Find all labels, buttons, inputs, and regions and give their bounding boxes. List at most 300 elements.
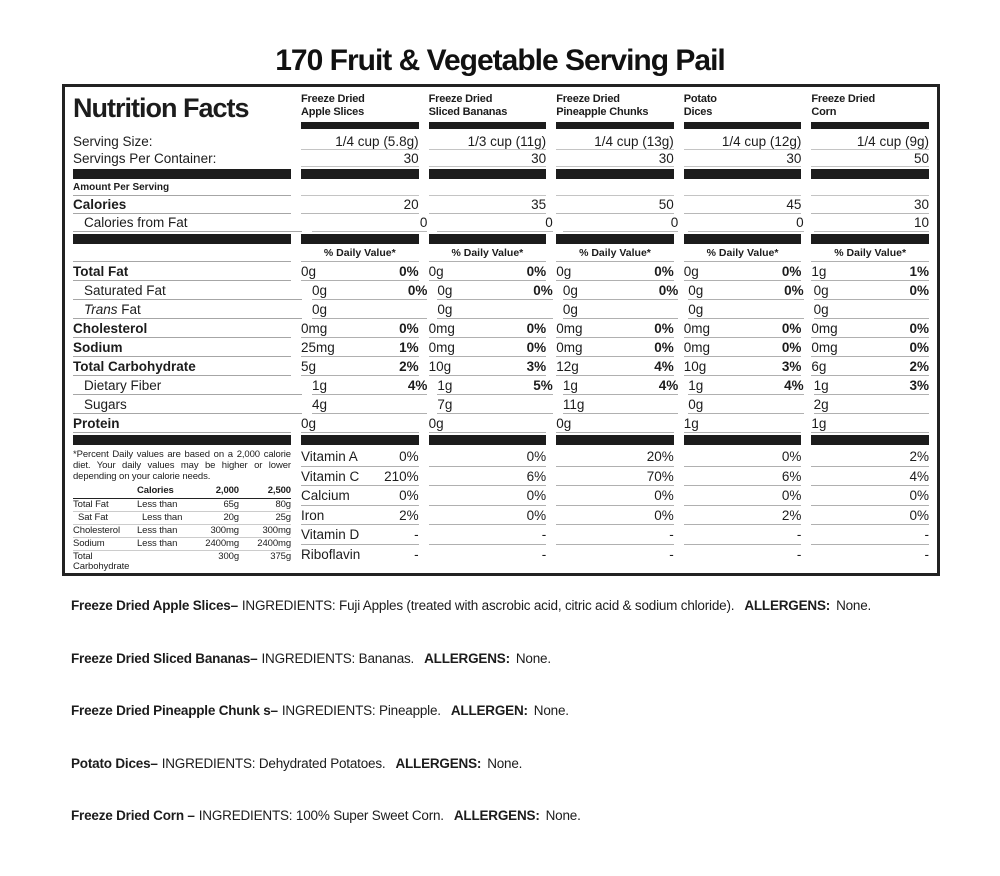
nutrient-cell	[563, 281, 678, 300]
product-name-line1: Freeze Dried	[811, 93, 876, 105]
vitamin-row	[301, 525, 929, 545]
nutrient-cell	[429, 338, 547, 357]
ingredient-line	[71, 703, 961, 718]
ingredient-text: INGREDIENTS: Bananas.	[261, 650, 415, 666]
nutrient-row	[73, 281, 929, 300]
vitamins-and-footnote	[73, 447, 929, 576]
vitamin-cell: 20%	[556, 447, 674, 467]
vitamin-label: Vitamin D	[301, 527, 360, 542]
vitamin-cell: 6%	[429, 467, 547, 487]
vitamin-label: Vitamin A	[301, 449, 358, 464]
product-header-0	[301, 93, 419, 129]
product-name	[301, 93, 419, 120]
nutrient-label: Sodium	[73, 338, 291, 357]
header-black-bar	[811, 122, 929, 129]
black-bar	[811, 435, 929, 445]
nutrient-label-italic: Trans	[84, 302, 118, 317]
product-name-line2: Pineapple Chunks	[556, 106, 649, 118]
nutrient-cell	[556, 262, 674, 281]
black-bar	[73, 234, 291, 244]
ingredient-text: INGREDIENTS: Dehydrated Potatoes.	[161, 755, 386, 771]
nutrient-amount: 10g	[683, 359, 707, 374]
black-bar	[301, 169, 419, 179]
nutrient-amount: 0g	[556, 264, 572, 279]
ingredient-product-name: Potato Dices–	[71, 755, 158, 771]
nutrient-row	[73, 414, 929, 433]
nutrient-amount: 0mg	[556, 321, 583, 336]
nutrient-percent: 2%	[399, 359, 419, 374]
nutrient-percent: 0%	[533, 283, 553, 298]
nutrient-cell	[312, 376, 427, 395]
footnote-row-2500-value	[239, 575, 291, 576]
calories-row-value: 50	[556, 196, 674, 214]
nutrient-cell	[429, 414, 547, 433]
vitamin-cell: 0%	[556, 486, 674, 506]
nutrient-amount: 1g	[312, 378, 328, 393]
black-bar	[73, 435, 291, 445]
nutrient-cell	[556, 357, 674, 376]
black-bar	[684, 234, 802, 244]
ingredient-product-name: Freeze Dried Sliced Bananas–	[71, 650, 258, 666]
nutrient-amount: 6g	[811, 359, 827, 374]
footnote-table-row	[73, 512, 291, 525]
vitamin-cell: 0%	[684, 447, 802, 467]
nutrient-label: Sugars	[73, 395, 302, 414]
nutrient-percent: 0%	[909, 321, 929, 336]
nutrient-percent: 0%	[909, 283, 930, 298]
footnote-row-label	[73, 575, 142, 576]
ingredient-product-name: Freeze Dried Corn –	[71, 808, 195, 823]
nutrient-cell	[684, 338, 802, 357]
daily-value-header-row-label	[73, 246, 291, 262]
nutrient-percent: 0%	[399, 321, 419, 336]
vitamin-label: Calcium	[301, 488, 350, 503]
black-bar	[811, 169, 929, 179]
header-black-bar	[429, 122, 547, 129]
allergen-label: ALLERGEN:	[450, 703, 528, 718]
nutrient-cell	[312, 300, 427, 319]
nutrient-amount: 0g	[562, 302, 578, 317]
servings-per-container-row-value: 50	[811, 150, 929, 167]
nutrient-amount: 25mg	[301, 340, 335, 355]
nutrient-cell	[814, 395, 929, 414]
page-title: 170 Fruit & Vegetable Serving Pail	[275, 44, 725, 77]
nutrient-cell	[688, 300, 803, 319]
nutrient-amount: 1g	[688, 378, 704, 393]
nutrient-cell	[563, 376, 678, 395]
nutrient-cell	[301, 338, 419, 357]
nutrition-label	[62, 84, 940, 576]
black-bar	[73, 169, 291, 179]
nutrient-amount: 0g	[556, 416, 572, 431]
amount-per-serving-row-label: Amount Per Serving	[73, 181, 291, 196]
nutrient-amount: 1g	[562, 378, 578, 393]
nutrient-cell	[684, 262, 802, 281]
calories-row-value: 45	[684, 196, 802, 214]
nutrient-percent: 3%	[781, 359, 802, 374]
vitamin-row	[301, 506, 929, 526]
nutrient-percent: 3%	[526, 359, 547, 374]
nutrition-facts-heading: Nutrition Facts	[73, 93, 249, 123]
nutrient-amount: 0g	[813, 283, 829, 298]
vitamin-cell: 0%	[811, 486, 929, 506]
footnote-row-qualifier: Less than	[137, 537, 178, 549]
nutrient-row	[73, 319, 929, 338]
vitamin-value: -	[414, 546, 419, 562]
vitamins-grid	[301, 447, 929, 564]
servings-per-container-row	[73, 150, 929, 167]
nutrient-cell	[811, 357, 929, 376]
nutrient-amount: 0mg	[428, 321, 455, 336]
amount-per-serving-row-value	[811, 181, 929, 196]
footnote-header-2500: 2,500	[267, 485, 291, 496]
nutrient-cell	[429, 262, 547, 281]
daily-value-header-row	[73, 246, 929, 262]
ingredient-line	[71, 598, 961, 613]
nutrient-cell	[556, 338, 674, 357]
footnote-row-2000-value: 20g	[223, 511, 239, 523]
ingredient-line	[71, 808, 961, 823]
black-bar	[429, 169, 547, 179]
footnote-row-label: Total Carbohydrate	[73, 550, 130, 572]
product-name-line1: Freeze Dried	[556, 93, 620, 105]
nutrient-row	[73, 395, 929, 414]
vitamin-cell: 0%	[811, 506, 929, 526]
vitamin-cell: -	[684, 525, 802, 545]
product-header-2	[556, 93, 674, 129]
vitamin-cell: -	[556, 525, 674, 545]
nutrient-cell	[437, 395, 552, 414]
vitamin-value: 210%	[384, 468, 419, 484]
footnote-row-2500-value: 300mg	[262, 524, 291, 536]
nutrient-cell	[556, 414, 674, 433]
nutrient-percent: 0%	[781, 264, 802, 279]
nutrient-amount: 1g	[437, 378, 453, 393]
nutrient-amount: 0g	[301, 416, 317, 431]
nutrient-cell	[811, 319, 929, 338]
product-name	[429, 93, 547, 120]
ingredient-product-name: Freeze Dried Pineapple Chunk s–	[71, 703, 278, 718]
ingredient-text: INGREDIENTS: Pineapple.	[281, 703, 441, 718]
nutrient-cell	[684, 319, 802, 338]
footnote-row-qualifier: Less than	[137, 498, 178, 510]
footnote-table-row	[73, 551, 291, 575]
vitamin-cell: -	[669, 546, 674, 562]
nutrient-cell	[437, 281, 552, 300]
vitamin-row	[301, 467, 929, 487]
nutrient-percent: 1%	[399, 340, 419, 355]
nutrient-label: Cholesterol	[73, 319, 291, 338]
black-bar	[556, 234, 674, 244]
product-name-line1: Freeze Dried	[301, 93, 365, 105]
calories-from-fat-row-value: 0	[437, 214, 552, 232]
nutrient-amount: 0g	[301, 264, 317, 279]
nutrient-percent: 0%	[654, 264, 674, 279]
calories-from-fat-row-value: 0	[563, 214, 678, 232]
black-bar-row	[73, 169, 929, 179]
vitamin-cell	[301, 447, 419, 467]
nutrient-amount: 1g	[811, 416, 827, 431]
nutrient-row	[73, 376, 929, 395]
footnote-row-label: Sat Fat	[78, 511, 108, 523]
amount-per-serving-row-value	[556, 181, 674, 196]
footnote-table-row	[73, 574, 291, 576]
nutrient-label: Total Carbohydrate	[73, 357, 291, 376]
amount-per-serving-row-value	[429, 181, 547, 196]
product-name-line1: Freeze Dried	[428, 93, 493, 105]
vitamin-cell: -	[796, 546, 802, 562]
footnote-table-row	[73, 525, 291, 538]
nutrient-percent: 0%	[654, 340, 674, 355]
black-bar	[429, 435, 547, 445]
nutrient-percent: 2%	[909, 359, 929, 374]
nutrient-label: Trans Fat	[73, 300, 302, 319]
nutrient-amount: 0g	[562, 283, 578, 298]
nutrient-label: Total Fat	[73, 262, 291, 281]
nutrient-cell	[301, 414, 419, 433]
footnote-header-2000: 2,000	[215, 485, 239, 496]
nutrient-amount: 0mg	[683, 340, 711, 355]
footnote-row-label: Cholesterol	[73, 524, 120, 536]
nutrient-cell	[684, 414, 802, 433]
product-header-4	[811, 93, 929, 129]
vitamin-cell: -	[924, 546, 929, 562]
footnote-row-qualifier	[142, 575, 198, 576]
nutrient-percent: 0%	[781, 321, 802, 336]
footnote-row-qualifier	[137, 552, 193, 573]
header-black-bar	[556, 122, 674, 129]
footnote-table-row	[73, 538, 291, 551]
nutrient-amount: 0mg	[428, 340, 455, 355]
daily-value-header-row-value: % Daily Value*	[811, 246, 929, 262]
nutrient-percent: 0%	[407, 283, 428, 298]
nutrient-amount: 0g	[437, 302, 453, 317]
nutrient-percent: 1%	[909, 264, 929, 279]
servings-per-container-row-value: 30	[684, 150, 802, 167]
nutrient-cell	[301, 319, 419, 338]
vitamin-cell: 0%	[429, 486, 547, 506]
servings-per-container-row-value: 30	[301, 150, 419, 167]
vitamin-cell: 70%	[556, 467, 674, 487]
vitamin-cell: 0%	[429, 506, 547, 526]
vitamin-label: Vitamin C	[301, 468, 360, 484]
allergen-value: None.	[533, 703, 569, 718]
nutrient-amount: 4g	[312, 397, 328, 412]
amount-per-serving-row-value	[301, 181, 419, 196]
nutrient-amount: 0g	[312, 302, 328, 317]
nutrient-row	[73, 262, 929, 281]
vitamin-value: 2%	[399, 507, 419, 523]
ingredient-line	[71, 756, 961, 771]
nutrient-amount: 11g	[562, 397, 585, 412]
vitamin-row	[301, 486, 929, 506]
vitamin-cell: -	[541, 546, 547, 562]
footnote-box	[73, 447, 291, 576]
allergen-label: ALLERGENS:	[453, 808, 540, 823]
nutrient-percent: 4%	[407, 378, 428, 393]
footnote-row-2000-value	[198, 575, 239, 576]
footnote-row-label: Sodium	[73, 537, 105, 549]
vitamin-cell: 0%	[556, 506, 674, 526]
vitamin-cell: 2%	[684, 506, 802, 526]
nutrient-amount: 0mg	[811, 340, 838, 355]
vitamin-cell: 0%	[684, 486, 802, 506]
nutrient-row	[73, 300, 929, 319]
nutrient-percent: 0%	[784, 283, 804, 298]
nutrient-cell	[688, 281, 803, 300]
nutrient-cell	[301, 262, 419, 281]
black-bar	[811, 234, 929, 244]
nutrient-cell	[429, 357, 547, 376]
calories-row-label: Calories	[73, 196, 291, 214]
nutrient-percent: 0%	[526, 264, 547, 279]
nutrient-amount: 0g	[428, 264, 444, 279]
label-header-row	[73, 93, 929, 129]
nutrient-cell	[312, 281, 427, 300]
product-name	[684, 93, 802, 120]
amount-per-serving-row-value	[684, 181, 802, 196]
calories-row-value: 35	[429, 196, 547, 214]
ingredients-section	[71, 598, 961, 861]
nutrient-percent: 0%	[658, 283, 679, 298]
nutrient-amount: 5g	[301, 359, 317, 374]
black-bar	[429, 234, 547, 244]
ingredient-line	[71, 651, 961, 666]
vitamin-cell	[301, 467, 419, 487]
footnote-row-qualifier: Less than	[142, 511, 183, 523]
calories-from-fat-row-value: 10	[814, 214, 929, 232]
nutrient-percent: 0%	[526, 321, 547, 336]
vitamin-value: 0%	[399, 449, 419, 464]
nutrient-cell	[811, 338, 929, 357]
vitamin-cell: -	[811, 525, 929, 545]
product-name-line2: Dices	[683, 106, 713, 118]
nutrient-cell	[814, 376, 929, 395]
black-bar	[556, 169, 674, 179]
daily-value-header-row-value: % Daily Value*	[301, 246, 419, 262]
daily-value-header-row-value: % Daily Value*	[684, 246, 802, 262]
nutrient-percent: 5%	[533, 378, 553, 393]
calories-from-fat-row-value: 0	[312, 214, 427, 232]
vitamin-label: Riboflavin	[301, 546, 361, 562]
footnote-row-2000-value: 300g	[218, 550, 239, 562]
vitamin-cell: 2%	[811, 447, 929, 467]
serving-size-row-value: 1/4 cup (12g)	[684, 133, 802, 150]
header-black-bar	[301, 122, 419, 129]
nutrient-row	[73, 357, 929, 376]
nutrient-amount: 7g	[437, 397, 453, 412]
footnote-text: *Percent Daily values are based on a 2,000 calorie diet. Your daily values may be higher or lower depending on your calorie needs.	[73, 449, 291, 482]
nutrient-cell	[814, 300, 929, 319]
footnote-row-2500-value: 2400mg	[257, 537, 291, 549]
nutrient-amount: 0mg	[556, 340, 583, 355]
allergen-label: ALLERGENS:	[744, 598, 831, 613]
nutrient-cell	[684, 357, 802, 376]
nutrient-cell	[688, 376, 803, 395]
amount-per-serving-row	[73, 181, 929, 196]
nutrient-amount: 0g	[688, 283, 704, 298]
nutrient-amount: 0mg	[301, 321, 328, 336]
vitamin-cell: -	[429, 525, 547, 545]
nutrient-amount: 1g	[813, 378, 829, 393]
nutrient-amount: 0g	[813, 302, 829, 317]
nutrient-row	[73, 338, 929, 357]
nutrient-amount: 0g	[688, 397, 704, 412]
servings-per-container-row-label: Servings Per Container:	[73, 151, 217, 166]
nutrient-percent: 0%	[654, 321, 674, 336]
nutrient-label: Dietary Fiber	[73, 376, 302, 395]
nutrient-cell	[312, 395, 427, 414]
daily-value-header-row-value: % Daily Value*	[556, 246, 674, 262]
black-bar-row	[73, 234, 929, 244]
vitamin-label: Iron	[301, 507, 325, 523]
vitamin-cell: 0%	[429, 447, 547, 467]
nutrient-amount: 12g	[556, 359, 579, 374]
nutrient-cell	[814, 281, 929, 300]
nutrient-percent: 4%	[658, 378, 679, 393]
nutrient-percent: 3%	[909, 378, 930, 393]
product-name	[811, 93, 929, 120]
nutrient-cell	[437, 300, 552, 319]
nutrient-cell	[563, 395, 678, 414]
product-name-line2: Sliced Bananas	[428, 106, 508, 118]
nutrient-percent: 4%	[784, 378, 804, 393]
calories-from-fat-row-label: Calories from Fat	[73, 214, 302, 232]
black-bar-row	[73, 435, 929, 445]
product-name-line2: Apple Slices	[301, 106, 365, 118]
nutrient-amount: 0g	[688, 302, 704, 317]
vitamin-row	[301, 447, 929, 467]
nutrient-percent: 4%	[654, 359, 674, 374]
daily-value-header-row-value: % Daily Value*	[429, 246, 547, 262]
ingredient-text: INGREDIENTS: Fuji Apples (treated with ascrobic acid, citric acid & sodium chloride).	[241, 598, 735, 613]
nutrient-amount: 0g	[437, 283, 453, 298]
footnote-table-header	[73, 486, 291, 499]
nutrient-cell	[811, 414, 929, 433]
calories-row-value: 20	[301, 196, 419, 214]
vitamin-cell: 4%	[811, 467, 929, 487]
nutrient-amount: 0mg	[683, 321, 711, 336]
serving-size-row-value: 1/4 cup (13g)	[556, 133, 674, 150]
allergen-value: None.	[487, 755, 523, 771]
footnote-table-body	[73, 499, 291, 577]
footnote-header-spacer	[73, 486, 137, 497]
nutrient-cell	[556, 319, 674, 338]
nutrient-cell	[301, 357, 419, 376]
allergen-value: None.	[545, 808, 581, 823]
serving-size-row	[73, 133, 929, 150]
nutrient-cell	[437, 376, 552, 395]
black-bar	[684, 435, 802, 445]
vitamin-cell	[301, 506, 419, 526]
footnote-row-2000-value: 300mg	[210, 524, 239, 536]
nutrient-amount: 0g	[428, 416, 444, 431]
nutrient-label: Saturated Fat	[73, 281, 302, 300]
allergen-label: ALLERGENS:	[395, 755, 482, 771]
footnote-row-2500-value: 375g	[270, 550, 291, 562]
product-header-3	[684, 93, 802, 129]
footnote-row-2000-value: 65g	[223, 498, 239, 510]
serving-size-row-label: Serving Size:	[73, 134, 153, 149]
vitamin-value: 0%	[399, 488, 419, 503]
nutrient-label: Protein	[73, 414, 291, 433]
footnote-row-2500-value: 80g	[275, 498, 291, 510]
vitamin-cell	[301, 486, 419, 506]
vitamin-row	[301, 545, 929, 565]
nutrient-amount: 1g	[811, 264, 827, 279]
vitamin-cell	[301, 525, 419, 545]
footnote-table-row	[73, 499, 291, 512]
